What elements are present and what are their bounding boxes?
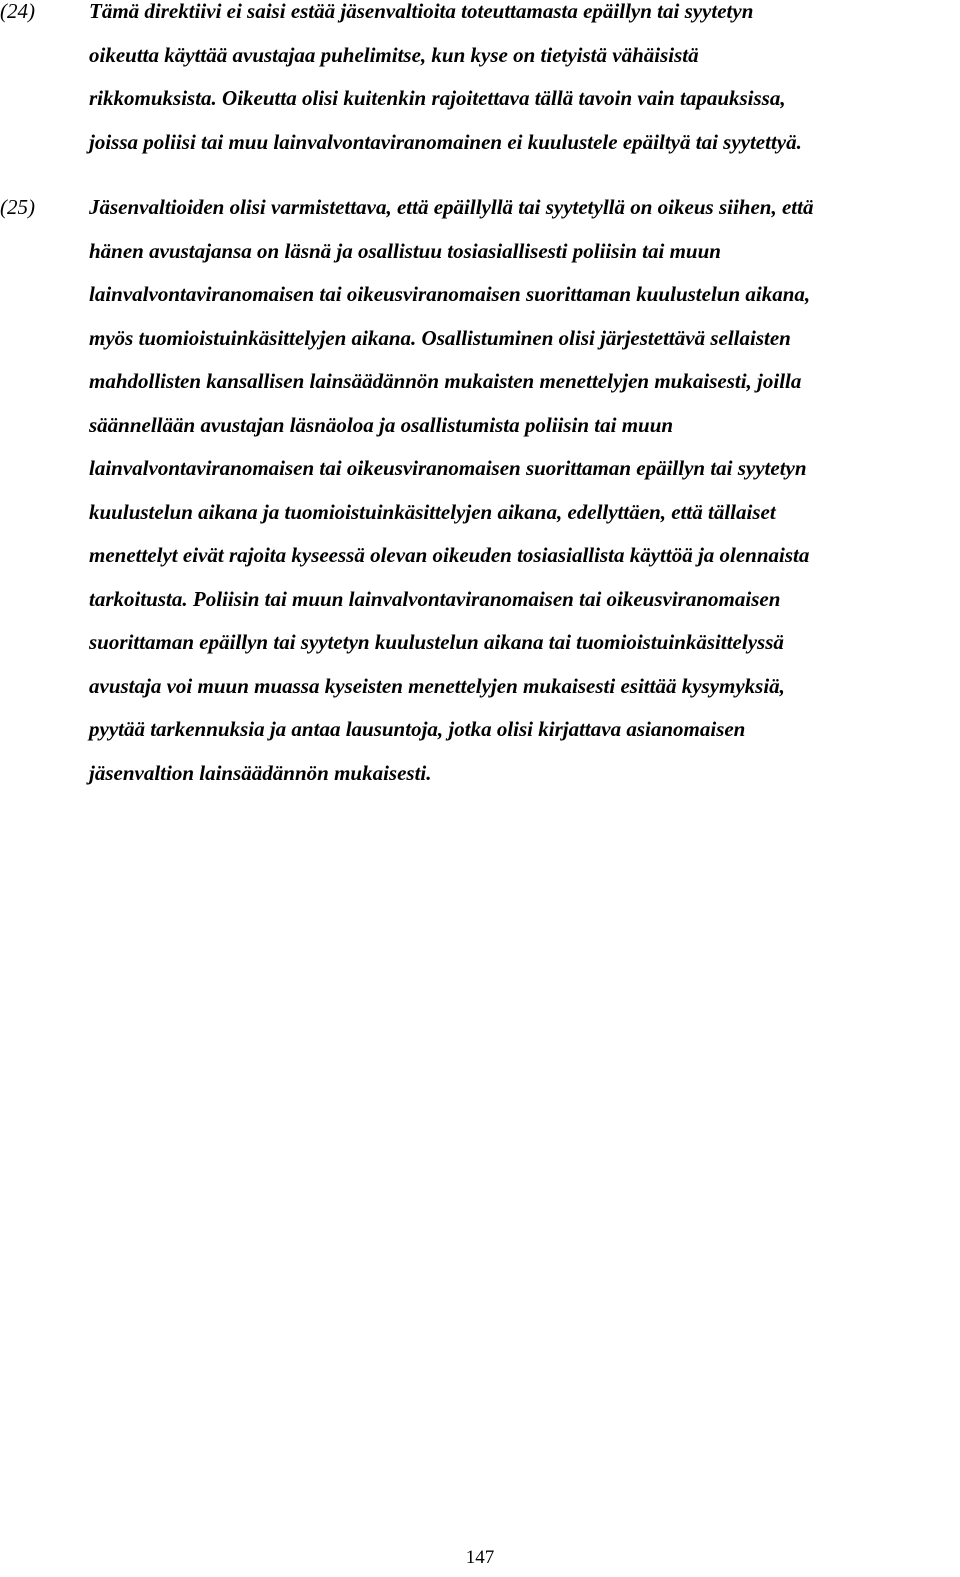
recital-number: (25) [0, 195, 35, 219]
text-line: myös tuomioistuinkäsittelyjen aikana. Osallistuminen olisi järjestettävä sellaisten [89, 325, 791, 350]
text-line: suorittaman epäillyn tai syytetyn kuulustelun aikana tai tuomioistuinkäsittelyssä [89, 630, 784, 654]
text-line: Tämä direktiivi ei saisi estää jäsenvaltioita toteuttamasta epäillyn tai syytetyn [89, 0, 754, 23]
text-line: säännellään avustajan läsnäoloa ja osallistumista poliisin tai muun [89, 412, 674, 437]
recital-number: (24) [0, 0, 35, 23]
text-line: tarkoitusta. Poliisin tai muun lainvalvontaviranomaisen tai oikeusviranomaisen [89, 586, 781, 611]
text-line: oikeutta käyttää avustajaa puhelimitse, kun kyse on tietyistä vähäisistä [89, 42, 699, 67]
text-line: Jäsenvaltioiden olisi varmistettava, että epäillyllä tai syytetyllä on oikeus siihen, että [89, 195, 814, 219]
text-line: lainvalvontaviranomaisen tai oikeusviranomaisen suorittaman epäillyn tai syytetyn [89, 456, 807, 480]
text-line: lainvalvontaviranomaisen tai oikeusviranomaisen suorittaman kuulustelun aikana, [89, 282, 811, 306]
text-line: avustaja voi muun muassa kyseisten menettelyjen mukaisesti esittää kysymyksiä, [89, 673, 785, 698]
text-line: hänen avustajansa on läsnä ja osallistuu tosiasiallisesti poliisin tai muun [89, 238, 721, 263]
recital-text [89, 0, 802, 164]
page-number: 147 [465, 1547, 495, 1568]
text-line: jäsenvaltion lainsäädännön mukaisesti. [89, 760, 432, 785]
text-line: menettelyt eivät rajoita kyseessä olevan oikeuden tosiasiallista käyttöä ja olennaista [89, 543, 810, 567]
recital-text [89, 186, 813, 795]
text-line: joissa poliisi tai muu lainvalvontaviranomainen ei kuulustele epäiltyä tai syytettyä. [89, 129, 802, 154]
text-line: pyytää tarkennuksia ja antaa lausuntoja, jotka olisi kirjattava asianomaisen [89, 717, 746, 741]
text-line: mahdollisten kansallisen lainsäädännön mukaisten menettelyjen mukaisesti, joilla [89, 369, 802, 393]
text-line: kuulustelun aikana ja tuomioistuinkäsittelyjen aikana, edellyttäen, että tällaiset [89, 499, 776, 524]
text-line: rikkomuksista. Oikeutta olisi kuitenkin rajoitettava tällä tavoin vain tapauksissa, [89, 86, 786, 110]
